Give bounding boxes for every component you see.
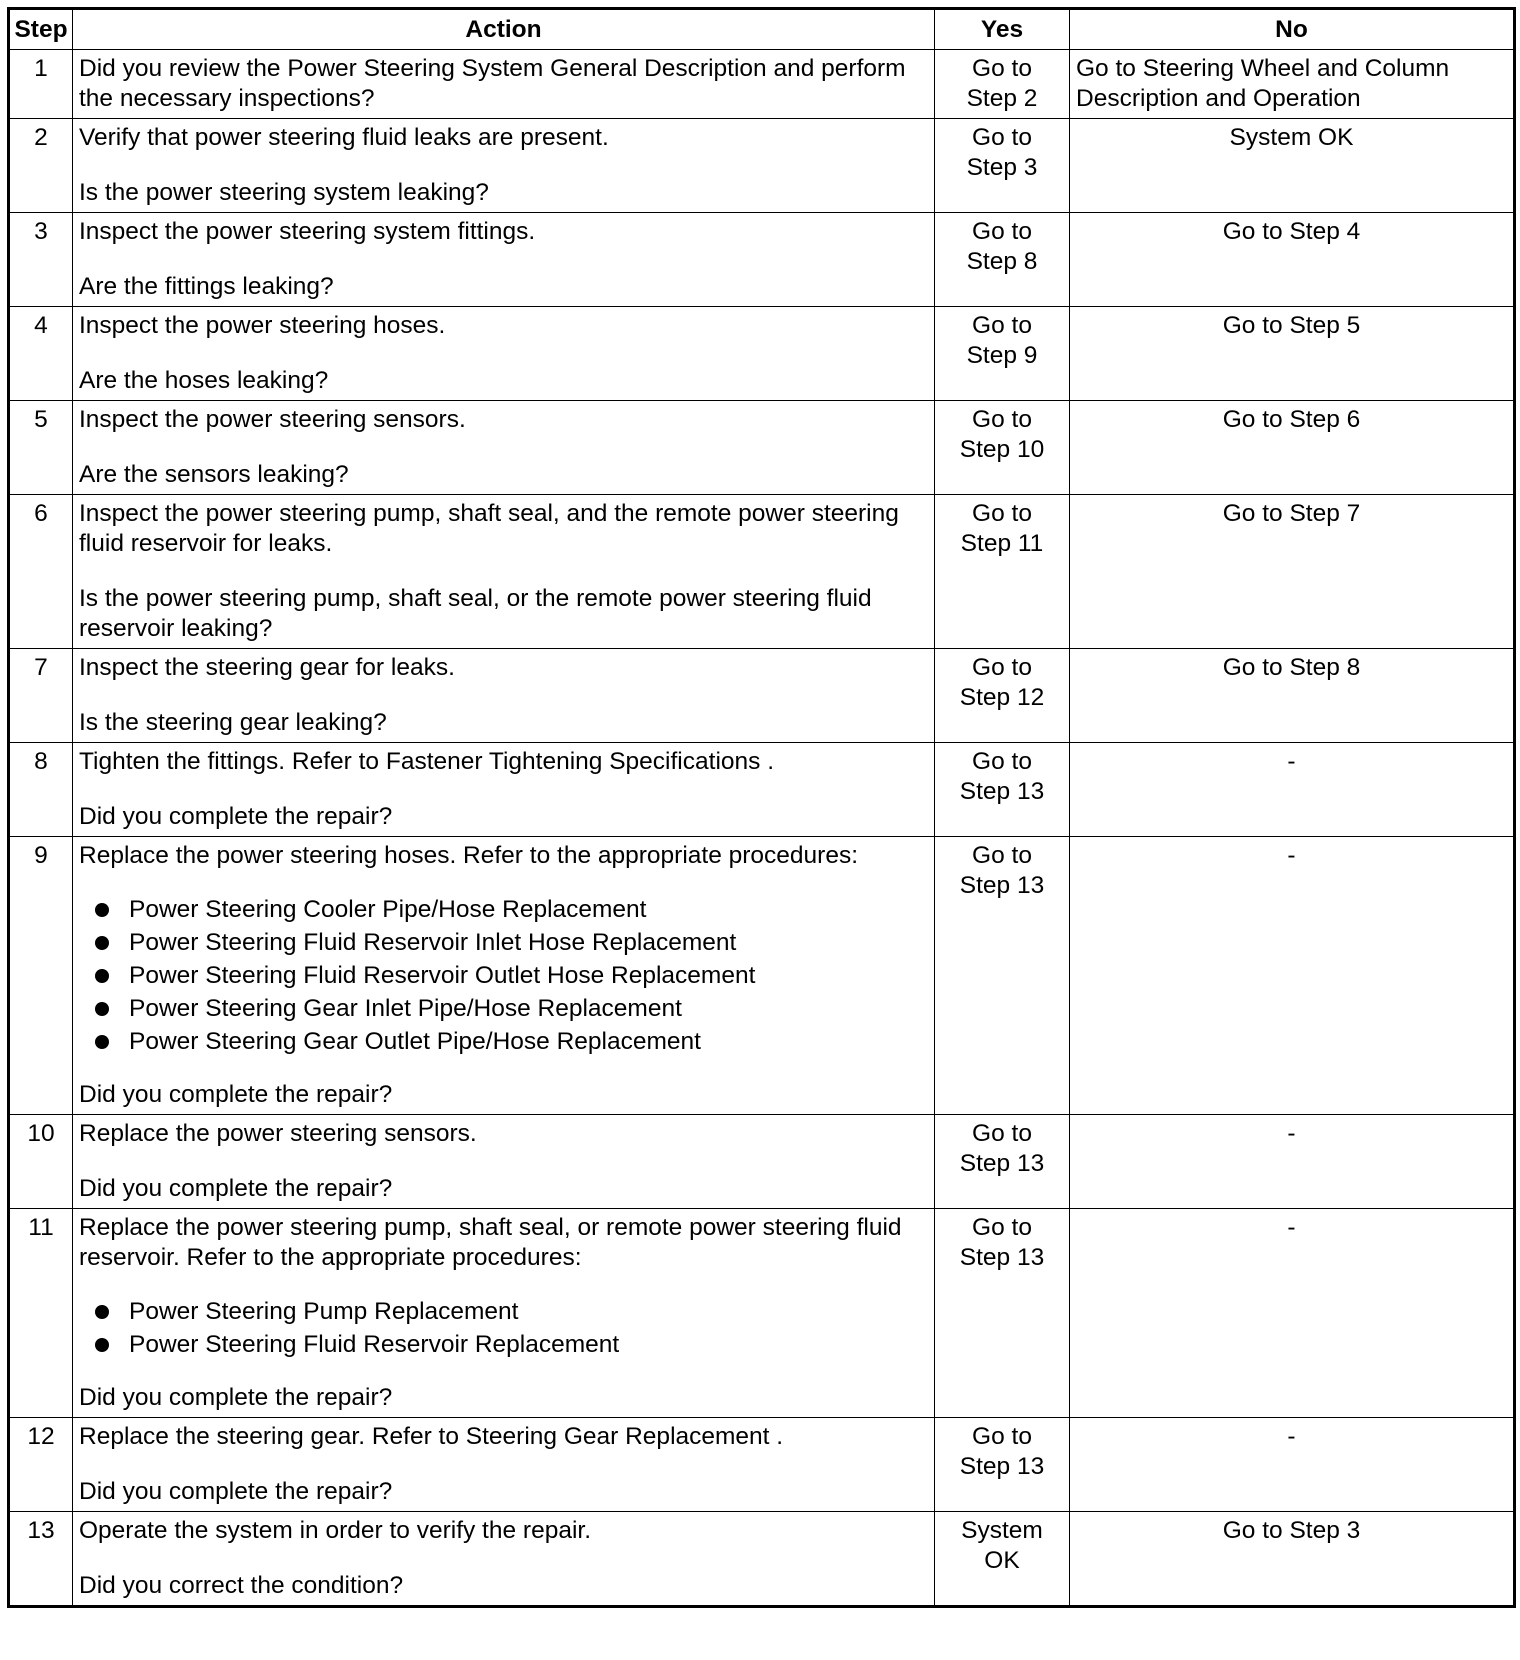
yes-result-line: Go to bbox=[972, 842, 1032, 869]
procedure-name: Power Steering Gear Outlet Pipe/Hose Replacement bbox=[129, 1028, 701, 1055]
step-number: 2 bbox=[9, 119, 73, 213]
procedure-list-item bbox=[79, 1295, 928, 1328]
yes-result bbox=[935, 213, 1070, 307]
table-row bbox=[9, 1418, 1515, 1512]
yes-result bbox=[935, 1115, 1070, 1209]
procedure-list-item bbox=[79, 1025, 928, 1058]
yes-result-line: Step 13 bbox=[959, 872, 1045, 899]
action-question: Is the steering gear leaking? bbox=[79, 709, 387, 736]
table-body bbox=[9, 50, 1515, 1607]
table-row bbox=[9, 837, 1515, 1115]
no-result: - bbox=[1070, 1418, 1515, 1512]
bullet-icon bbox=[95, 969, 109, 983]
yes-result bbox=[935, 837, 1070, 1115]
no-result: - bbox=[1070, 1115, 1515, 1209]
action-instruction: Replace the power steering hoses. Refer to the appropriate procedures: bbox=[79, 842, 859, 869]
action-question: Did you complete the repair? bbox=[79, 1384, 393, 1411]
action-cell bbox=[73, 1115, 935, 1209]
action-cell bbox=[73, 1418, 935, 1512]
diagnostic-table bbox=[7, 7, 1516, 1608]
action-question: Did you correct the condition? bbox=[79, 1572, 404, 1599]
yes-result-line: Go to bbox=[972, 218, 1032, 245]
yes-result-line: Step 13 bbox=[959, 1150, 1045, 1177]
yes-result-line: Go to bbox=[972, 406, 1032, 433]
action-instruction: Did you review the Power Steering System General Description and perform the necessary inspections? bbox=[79, 55, 906, 112]
yes-result-line: Step 8 bbox=[966, 248, 1038, 275]
yes-result bbox=[935, 1512, 1070, 1607]
action-cell bbox=[73, 401, 935, 495]
procedure-list-item bbox=[79, 893, 928, 926]
diagnostic-table-container bbox=[7, 7, 1516, 1608]
procedure-name: Power Steering Cooler Pipe/Hose Replacement bbox=[129, 896, 647, 923]
yes-result-line: Step 3 bbox=[966, 154, 1038, 181]
action-instruction: Operate the system in order to verify the repair. bbox=[79, 1517, 592, 1544]
action-cell bbox=[73, 1209, 935, 1418]
yes-result bbox=[935, 649, 1070, 743]
action-cell bbox=[73, 495, 935, 649]
yes-result-line: Step 13 bbox=[959, 1453, 1045, 1480]
yes-result-line: Go to bbox=[972, 654, 1032, 681]
bullet-icon bbox=[95, 1338, 109, 1352]
step-number: 3 bbox=[9, 213, 73, 307]
no-result: Go to Step 8 bbox=[1070, 649, 1515, 743]
no-result: Go to Step 3 bbox=[1070, 1512, 1515, 1607]
procedure-list bbox=[79, 1295, 928, 1361]
no-result: - bbox=[1070, 743, 1515, 837]
yes-result bbox=[935, 50, 1070, 119]
step-number: 12 bbox=[9, 1418, 73, 1512]
yes-result bbox=[935, 307, 1070, 401]
action-question: Are the fittings leaking? bbox=[79, 273, 334, 300]
no-result: Go to Step 7 bbox=[1070, 495, 1515, 649]
yes-result-line: Go to bbox=[972, 748, 1032, 775]
procedure-name: Power Steering Fluid Reservoir Replacement bbox=[129, 1331, 620, 1358]
table-row bbox=[9, 213, 1515, 307]
action-cell bbox=[73, 50, 935, 119]
table-row bbox=[9, 649, 1515, 743]
step-number: 7 bbox=[9, 649, 73, 743]
yes-result-line: Step 2 bbox=[966, 85, 1038, 112]
yes-result-line: Step 12 bbox=[959, 684, 1045, 711]
yes-result-line: Go to bbox=[972, 1120, 1032, 1147]
no-result: - bbox=[1070, 1209, 1515, 1418]
action-question: Is the power steering system leaking? bbox=[79, 179, 489, 206]
header-action: Action bbox=[73, 9, 935, 50]
yes-result-line: Step 11 bbox=[960, 530, 1044, 557]
no-result: System OK bbox=[1070, 119, 1515, 213]
step-number: 10 bbox=[9, 1115, 73, 1209]
no-result: Go to Step 4 bbox=[1070, 213, 1515, 307]
action-question: Did you complete the repair? bbox=[79, 1081, 393, 1108]
yes-result-line: Go to bbox=[972, 124, 1032, 151]
action-cell bbox=[73, 649, 935, 743]
yes-result bbox=[935, 743, 1070, 837]
action-question: Are the sensors leaking? bbox=[79, 461, 349, 488]
action-instruction: Inspect the power steering sensors. bbox=[79, 406, 466, 433]
action-instruction: Replace the power steering sensors. bbox=[79, 1120, 477, 1147]
table-row bbox=[9, 495, 1515, 649]
action-cell bbox=[73, 837, 935, 1115]
action-cell bbox=[73, 743, 935, 837]
step-number: 11 bbox=[9, 1209, 73, 1418]
yes-result-line: Go to bbox=[972, 1214, 1032, 1241]
header-step: Step bbox=[9, 9, 73, 50]
no-result: Go to Step 5 bbox=[1070, 307, 1515, 401]
step-number: 5 bbox=[9, 401, 73, 495]
table-row bbox=[9, 1209, 1515, 1418]
no-result: Go to Steering Wheel and Column Description and Operation bbox=[1070, 50, 1515, 119]
procedure-list-item bbox=[79, 992, 928, 1025]
no-result: - bbox=[1070, 837, 1515, 1115]
header-row bbox=[9, 9, 1515, 50]
action-question: Did you complete the repair? bbox=[79, 1175, 393, 1202]
action-cell bbox=[73, 213, 935, 307]
bullet-icon bbox=[95, 936, 109, 950]
procedure-list-item bbox=[79, 959, 928, 992]
step-number: 13 bbox=[9, 1512, 73, 1607]
bullet-icon bbox=[95, 1035, 109, 1049]
yes-result-line: Step 13 bbox=[959, 1244, 1045, 1271]
action-instruction: Inspect the power steering hoses. bbox=[79, 312, 446, 339]
procedure-list-item bbox=[79, 1328, 928, 1361]
yes-result-line: Go to bbox=[972, 1423, 1032, 1450]
procedure-list bbox=[79, 893, 928, 1058]
yes-result-line: Go to bbox=[972, 500, 1032, 527]
action-cell bbox=[73, 1512, 935, 1607]
yes-result bbox=[935, 1418, 1070, 1512]
table-row bbox=[9, 307, 1515, 401]
yes-result bbox=[935, 1209, 1070, 1418]
action-instruction: Inspect the power steering pump, shaft seal, and the remote power steering fluid reservoir for leaks. bbox=[79, 500, 899, 557]
procedure-name: Power Steering Fluid Reservoir Outlet Hose Replacement bbox=[129, 962, 756, 989]
yes-result-line: Go to bbox=[972, 55, 1032, 82]
action-question: Did you complete the repair? bbox=[79, 803, 393, 830]
action-question: Are the hoses leaking? bbox=[79, 367, 329, 394]
action-instruction: Inspect the steering gear for leaks. bbox=[79, 654, 455, 681]
step-number: 4 bbox=[9, 307, 73, 401]
procedure-list-item bbox=[79, 926, 928, 959]
procedure-name: Power Steering Fluid Reservoir Inlet Hose Replacement bbox=[129, 929, 737, 956]
table-row bbox=[9, 743, 1515, 837]
procedure-name: Power Steering Gear Inlet Pipe/Hose Replacement bbox=[129, 995, 682, 1022]
table-row bbox=[9, 50, 1515, 119]
action-cell bbox=[73, 307, 935, 401]
table-row bbox=[9, 1512, 1515, 1607]
table-row bbox=[9, 1115, 1515, 1209]
yes-result-line: System bbox=[961, 1517, 1043, 1544]
bullet-icon bbox=[95, 903, 109, 917]
yes-result bbox=[935, 119, 1070, 213]
step-number: 1 bbox=[9, 50, 73, 119]
table-row bbox=[9, 119, 1515, 213]
action-instruction: Verify that power steering fluid leaks are present. bbox=[79, 124, 609, 151]
yes-result bbox=[935, 495, 1070, 649]
yes-result-line: Step 10 bbox=[959, 436, 1045, 463]
bullet-icon bbox=[95, 1305, 109, 1319]
action-instruction: Inspect the power steering system fittings. bbox=[79, 218, 536, 245]
action-instruction: Replace the power steering pump, shaft seal, or remote power steering fluid reservoir. Refer to the appropriate procedures: bbox=[79, 1214, 902, 1271]
bullet-icon bbox=[95, 1002, 109, 1016]
yes-result-line: Step 13 bbox=[959, 778, 1045, 805]
step-number: 6 bbox=[9, 495, 73, 649]
yes-result bbox=[935, 401, 1070, 495]
no-result: Go to Step 6 bbox=[1070, 401, 1515, 495]
procedure-name: Power Steering Pump Replacement bbox=[129, 1298, 519, 1325]
action-instruction: Tighten the fittings. Refer to Fastener Tightening Specifications . bbox=[79, 748, 774, 775]
header-yes: Yes bbox=[935, 9, 1070, 50]
action-instruction: Replace the steering gear. Refer to Steering Gear Replacement . bbox=[79, 1423, 784, 1450]
action-question: Is the power steering pump, shaft seal, or the remote power steering fluid reservoir leaking? bbox=[79, 585, 872, 642]
header-no: No bbox=[1070, 9, 1515, 50]
step-number: 9 bbox=[9, 837, 73, 1115]
step-number: 8 bbox=[9, 743, 73, 837]
table-row bbox=[9, 401, 1515, 495]
yes-result-line: Go to bbox=[972, 312, 1032, 339]
action-cell bbox=[73, 119, 935, 213]
yes-result-line: OK bbox=[984, 1547, 1020, 1574]
yes-result-line: Step 9 bbox=[966, 342, 1038, 369]
action-question: Did you complete the repair? bbox=[79, 1478, 393, 1505]
